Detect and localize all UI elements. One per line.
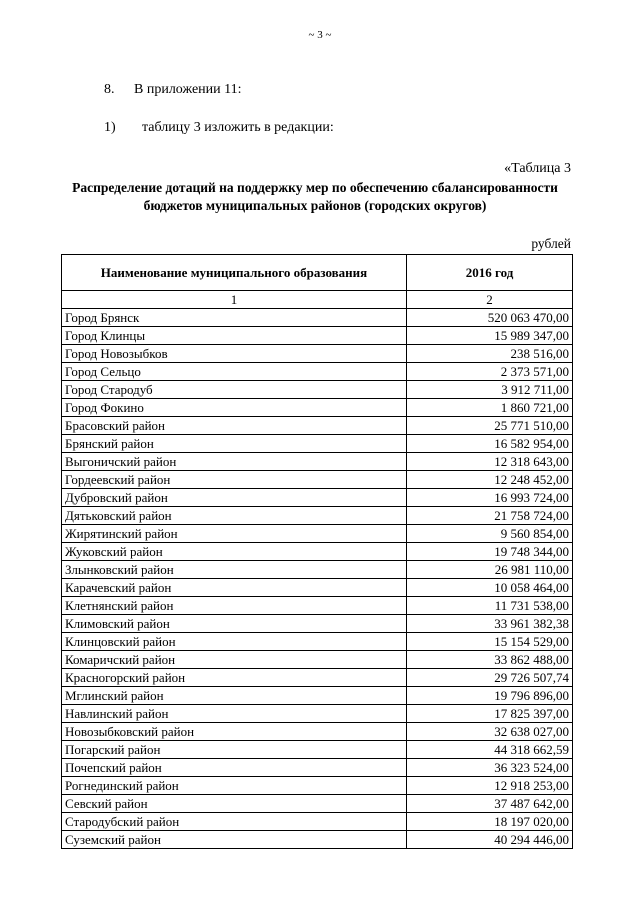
subsidy-amount: 26 981 110,00 xyxy=(407,561,573,579)
table-row xyxy=(62,795,573,813)
table-row xyxy=(62,363,573,381)
table-row xyxy=(62,651,573,669)
subsidy-amount: 10 058 464,00 xyxy=(407,579,573,597)
subsidy-amount: 29 726 507,74 xyxy=(407,669,573,687)
municipality-name: Карачевский район xyxy=(62,579,407,597)
municipality-name: Город Сельцо xyxy=(62,363,407,381)
table-row xyxy=(62,597,573,615)
subsidy-amount: 18 197 020,00 xyxy=(407,813,573,831)
municipality-name: Клетнянский район xyxy=(62,597,407,615)
table-row xyxy=(62,633,573,651)
table-row xyxy=(62,417,573,435)
municipality-name: Клинцовский район xyxy=(62,633,407,651)
column-index-2: 2 xyxy=(407,291,573,309)
subsidy-amount: 19 796 896,00 xyxy=(407,687,573,705)
table-title: Распределение дотаций на поддержку мер по обеспечению сбалансированности бюджетов муниципальных районов (городских округов) xyxy=(72,180,558,213)
municipality-name: Город Брянск xyxy=(62,309,407,327)
subsidy-amount: 16 582 954,00 xyxy=(407,435,573,453)
paragraph-8 xyxy=(104,82,242,98)
municipality-name: Дятьковский район xyxy=(62,507,407,525)
municipality-name: Севский район xyxy=(62,795,407,813)
table-row xyxy=(62,435,573,453)
subsidy-amount: 16 993 724,00 xyxy=(407,489,573,507)
subsidies-table xyxy=(61,254,573,849)
table-header-row xyxy=(62,255,573,291)
subsidy-amount: 40 294 446,00 xyxy=(407,831,573,849)
subsidy-amount: 12 318 643,00 xyxy=(407,453,573,471)
subsidy-amount: 36 323 524,00 xyxy=(407,759,573,777)
municipality-name: Злынковский район xyxy=(62,561,407,579)
table-row xyxy=(62,399,573,417)
municipality-name: Суземский район xyxy=(62,831,407,849)
paragraph-8-text: В приложении 11: xyxy=(134,82,242,97)
municipality-name: Город Фокино xyxy=(62,399,407,417)
municipality-name: Гордеевский район xyxy=(62,471,407,489)
municipality-name: Погарский район xyxy=(62,741,407,759)
subsidy-amount: 15 989 347,00 xyxy=(407,327,573,345)
table-row xyxy=(62,525,573,543)
municipality-name: Дубровский район xyxy=(62,489,407,507)
municipality-name: Мглинский район xyxy=(62,687,407,705)
table-row xyxy=(62,813,573,831)
table-row xyxy=(62,669,573,687)
table-row xyxy=(62,777,573,795)
table-row xyxy=(62,723,573,741)
subsidy-amount: 32 638 027,00 xyxy=(407,723,573,741)
municipality-name: Новозыбковский район xyxy=(62,723,407,741)
table-row xyxy=(62,489,573,507)
subsidy-amount: 238 516,00 xyxy=(407,345,573,363)
subsidy-amount: 37 487 642,00 xyxy=(407,795,573,813)
subsidy-amount: 33 862 488,00 xyxy=(407,651,573,669)
subsidy-amount: 44 318 662,59 xyxy=(407,741,573,759)
subsidy-amount: 1 860 721,00 xyxy=(407,399,573,417)
table-row xyxy=(62,831,573,849)
municipality-name: Рогнединский район xyxy=(62,777,407,795)
municipality-name: Город Новозыбков xyxy=(62,345,407,363)
table-row xyxy=(62,741,573,759)
municipality-name: Навлинский район xyxy=(62,705,407,723)
table-row xyxy=(62,687,573,705)
subsidy-amount: 2 373 571,00 xyxy=(407,363,573,381)
header-year: 2016 год xyxy=(407,255,573,291)
municipality-name: Брасовский район xyxy=(62,417,407,435)
paragraph-1 xyxy=(104,120,334,136)
subsidy-amount: 17 825 397,00 xyxy=(407,705,573,723)
municipality-name: Город Клинцы xyxy=(62,327,407,345)
table-row xyxy=(62,543,573,561)
table-row xyxy=(62,507,573,525)
municipality-name: Красногорский район xyxy=(62,669,407,687)
subsidy-amount: 19 748 344,00 xyxy=(407,543,573,561)
paragraph-8-number: 8. xyxy=(104,82,115,97)
subsidy-amount: 12 918 253,00 xyxy=(407,777,573,795)
table-row xyxy=(62,345,573,363)
table-label: «Таблица 3 xyxy=(504,161,571,176)
units-label: рублей xyxy=(531,236,571,251)
municipality-name: Город Стародуб xyxy=(62,381,407,399)
paragraph-1-text: таблицу 3 изложить в редакции: xyxy=(142,120,334,135)
table-row xyxy=(62,327,573,345)
table-row xyxy=(62,471,573,489)
subsidy-amount: 11 731 538,00 xyxy=(407,597,573,615)
paragraph-1-number: 1) xyxy=(104,120,116,135)
subsidy-amount: 15 154 529,00 xyxy=(407,633,573,651)
table-row xyxy=(62,579,573,597)
municipality-name: Климовский район xyxy=(62,615,407,633)
subsidy-amount: 33 961 382,38 xyxy=(407,615,573,633)
subsidy-amount: 25 771 510,00 xyxy=(407,417,573,435)
table-row xyxy=(62,309,573,327)
table-row xyxy=(62,381,573,399)
subsidy-amount: 3 912 711,00 xyxy=(407,381,573,399)
table-row xyxy=(62,615,573,633)
subsidy-amount: 21 758 724,00 xyxy=(407,507,573,525)
municipality-name: Жуковский район xyxy=(62,543,407,561)
column-index-row xyxy=(62,291,573,309)
table-row xyxy=(62,759,573,777)
subsidy-amount: 9 560 854,00 xyxy=(407,525,573,543)
municipality-name: Комаричский район xyxy=(62,651,407,669)
municipality-name: Брянский район xyxy=(62,435,407,453)
municipality-name: Стародубский район xyxy=(62,813,407,831)
column-index-1: 1 xyxy=(62,291,407,309)
header-municipality: Наименование муниципального образования xyxy=(62,255,407,291)
subsidy-amount: 520 063 470,00 xyxy=(407,309,573,327)
table-row xyxy=(62,705,573,723)
municipality-name: Почепский район xyxy=(62,759,407,777)
municipality-name: Выгоничский район xyxy=(62,453,407,471)
table-row xyxy=(62,453,573,471)
subsidy-amount: 12 248 452,00 xyxy=(407,471,573,489)
table-row xyxy=(62,561,573,579)
page-number: ~ 3 ~ xyxy=(308,29,332,41)
municipality-name: Жирятинский район xyxy=(62,525,407,543)
